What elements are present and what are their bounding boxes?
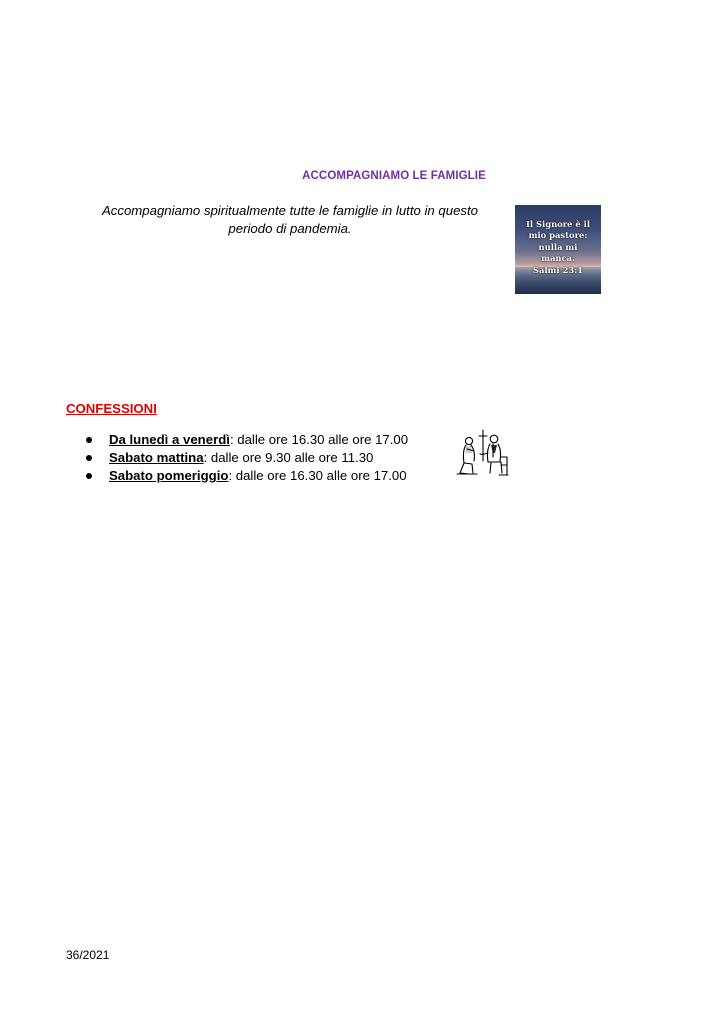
famiglie-heading-text: ACCOMPAGNIAMO LE FAMIGLIE	[302, 170, 486, 182]
verse-line-3: nulla mi	[538, 241, 578, 252]
famiglie-heading	[0, 170, 724, 182]
verse-line-4: manca.	[541, 253, 575, 264]
famiglie-paragraph	[70, 202, 510, 238]
list-item	[84, 431, 408, 449]
schedule-time-text: : dalle ore 16.30 alle ore 17.00	[228, 468, 407, 484]
schedule-time-text: : dalle ore 16.30 alle ore 17.00	[229, 432, 409, 447]
bullet-icon	[86, 473, 92, 479]
confessioni-heading: CONFESSIONI	[66, 401, 157, 416]
schedule-time-text: : dalle ore 9.30 alle ore 11.30	[203, 450, 374, 466]
verse-line-2: mio pastore:	[528, 230, 588, 241]
schedule-day-label: Da lunedì a venerdì	[109, 432, 230, 447]
verse-text	[517, 219, 599, 276]
confessioni-schedule-list	[84, 431, 408, 486]
list-item	[84, 449, 408, 467]
confession-illustration-icon	[455, 427, 510, 479]
bullet-icon	[86, 437, 92, 443]
schedule-day-label: Sabato pomeriggio	[109, 468, 229, 484]
famiglie-paragraph-line-1: Accompagniamo spiritualmente tutte le famiglie in lutto in questo	[101, 203, 479, 218]
verse-line-5: Salmi 23:1	[532, 264, 584, 275]
verse-line-1: Il Signore è il	[525, 219, 591, 229]
bulletin-number: 36/2021	[66, 948, 110, 962]
schedule-day-label: Sabato mattina	[109, 450, 204, 466]
bullet-icon	[86, 455, 92, 461]
sunset-sea-picture	[515, 205, 601, 294]
list-item	[84, 467, 408, 485]
famiglie-paragraph-line-2: periodo di pandemia.	[228, 221, 352, 236]
